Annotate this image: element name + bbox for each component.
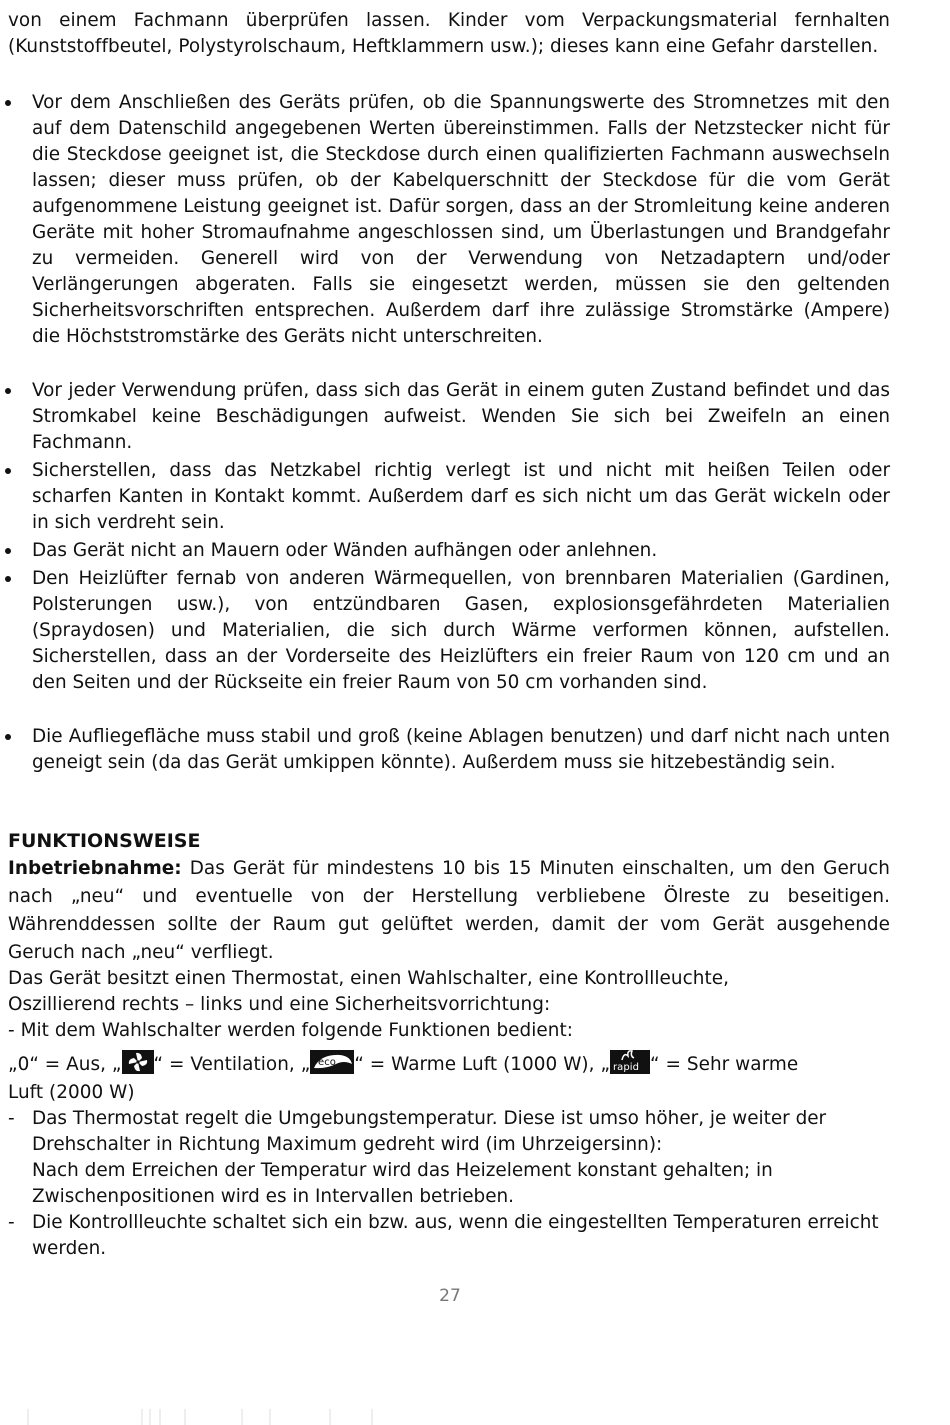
eco-icon: [310, 1050, 354, 1074]
bullet-text: Die Aufliegefläche muss stabil und groß (keine Ablagen benutzen) und darf nicht nach unten geneigt sein (da das Gerät umkippen könnte). Außerdem muss sie hitzebeständig sein.: [32, 726, 890, 773]
bullet-dot: [5, 576, 11, 582]
bullet-dot: [5, 548, 11, 554]
dash-text: Die Kontrollleuchte schaltet sich ein bzw. aus, wenn die eingestellten Temperaturen erreicht werden.: [32, 1212, 879, 1259]
function-hot-text: “ = Sehr warme: [650, 1054, 799, 1075]
bullet-text: Das Gerät nicht an Mauern oder Wänden aufhängen oder anlehnen.: [32, 540, 658, 561]
dash-text: Das Thermostat regelt die Umgebungstemperatur. Diese ist umso höher, je weiter der Drehschalter in Richtung Maximum gedreht wird (im Uhrzeigersinn):: [32, 1108, 827, 1155]
section-heading: FUNKTIONSWEISE: [8, 830, 201, 852]
dash-mark: -: [8, 1108, 15, 1129]
startup-paragraph: [8, 855, 890, 967]
bullet-item: [32, 378, 890, 456]
bullet-item: [32, 90, 890, 350]
dash-text-continued: Nach dem Erreichen der Temperatur wird das Heizelement konstant gehalten; in Zwischenpositionen wird es in Intervallen betrieben.: [32, 1160, 773, 1207]
bullet-dot: [5, 388, 11, 394]
startup-label: Inbetriebnahme:: [8, 858, 182, 879]
bullet-text: Den Heizlüfter fernab von anderen Wärmequellen, von brennbaren Materialien (Gardinen, Polsterungen usw.), von entzündbaren Gasen, explosionsgefährdeten Materialien (Spraydosen) und Materialien, die sich durch Wärme verformen können, aufstellen. Sicherstellen, dass an der Vorderseite des Heizlüfters ein freier Raum von 120 cm und an den Seiten und der Rückseite ein freier Raum von 50 cm vorhanden sind.: [32, 568, 890, 693]
bullet-dot: [5, 468, 11, 474]
device-paragraph: [8, 966, 890, 1044]
bullet-item: [32, 458, 890, 536]
function-warm-text: “ = Warme Luft (1000 W), „: [354, 1054, 611, 1075]
page-number: 27: [439, 1286, 461, 1306]
function-hot-cont: Luft (2000 W): [8, 1082, 135, 1103]
bullet-text: Vor jeder Verwendung prüfen, dass sich das Gerät in einem guten Zustand befindet und das Stromkabel keine Beschädigungen aufweist. Wenden Sie sich bei Zweifeln an einen Fachmann.: [32, 380, 890, 453]
svg-text:eco: eco: [318, 1057, 337, 1068]
function-list: [8, 1050, 890, 1107]
selector-intro: - Mit dem Wahlschalter werden folgende Funktionen bedient:: [8, 1020, 573, 1041]
bullet-item: [32, 538, 890, 564]
device-line-2: Oszillierend rechts – links und eine Sicherheitsvorrichtung:: [8, 994, 551, 1015]
function-vent-text: “ = Ventilation, „: [153, 1054, 311, 1075]
dash-mark: -: [8, 1212, 15, 1233]
fan-icon: [122, 1050, 154, 1074]
svg-text:rapid: rapid: [613, 1062, 639, 1073]
bullet-dot: [5, 100, 11, 106]
bullet-item: [32, 724, 890, 776]
intro-paragraph: [8, 8, 890, 60]
function-off-text: „0“ = Aus, „: [8, 1054, 122, 1075]
bullet-text: Vor dem Anschließen des Geräts prüfen, ob die Spannungswerte des Stromnetzes mit den auf dem Datenschild angegebenen Werten übereinstimmen. Falls der Netzstecker nicht für die Steckdose geeignet ist, die Steckdose durch einen qualifizierten Fachmann auswechseln lassen; dieser muss prüfen, ob der Kabelquerschnitt der Steckdose für die vom Gerät aufgenommene Leistung geeignet ist. Dafür sorgen, dass an der Stromleitung keine anderen Geräte mit hoher Stromaufnahme angeschlossen sind, um Überlastungen und Brandgefahr zu vermeiden. Generell wird von der Verwendung von Netzadaptern und/oder Verlängerungen abgeraten. Falls sie eingesetzt werden, müssen sie den geltenden Sicherheitsvorschriften entsprechen. Außerdem darf ihre zulässige Stromstärke (Ampere) die Höchststromstärke des Geräts nicht unterschreiten.: [32, 92, 890, 347]
bullet-dot: [5, 734, 11, 740]
rapid-icon: [610, 1050, 650, 1074]
bullet-text: Sicherstellen, dass das Netzkabel richtig verlegt ist und nicht mit heißen Teilen oder scharfen Kanten in Kontakt kommt. Außerdem darf es sich nicht um das Gerät wickeln oder in sich verdreht sein.: [32, 460, 890, 533]
dash-item-indicator: [8, 1210, 890, 1262]
dash-item-thermostat: [8, 1106, 890, 1210]
scan-artifact-ticks: [0, 1405, 950, 1425]
bullet-item: [32, 566, 890, 696]
intro-text: von einem Fachmann überprüfen lassen. Kinder vom Verpackungsmaterial fernhalten (Kunststoffbeutel, Polystyrolschaum, Heftklammern usw.); dieses kann eine Gefahr darstellen.: [8, 10, 890, 57]
startup-text: Das Gerät für mindestens 10 bis 15 Minuten einschalten, um den Geruch nach „neu“ und eventuelle von der Herstellung verbliebene Ölreste zu beseitigen. Währenddessen sollte der Raum gut gelüftet werden, damit der vom Gerät ausgehende Geruch nach „neu“ verfliegt.: [8, 858, 890, 963]
device-line-1: Das Gerät besitzt einen Thermostat, einen Wahlschalter, eine Kontrollleuchte,: [8, 968, 730, 989]
